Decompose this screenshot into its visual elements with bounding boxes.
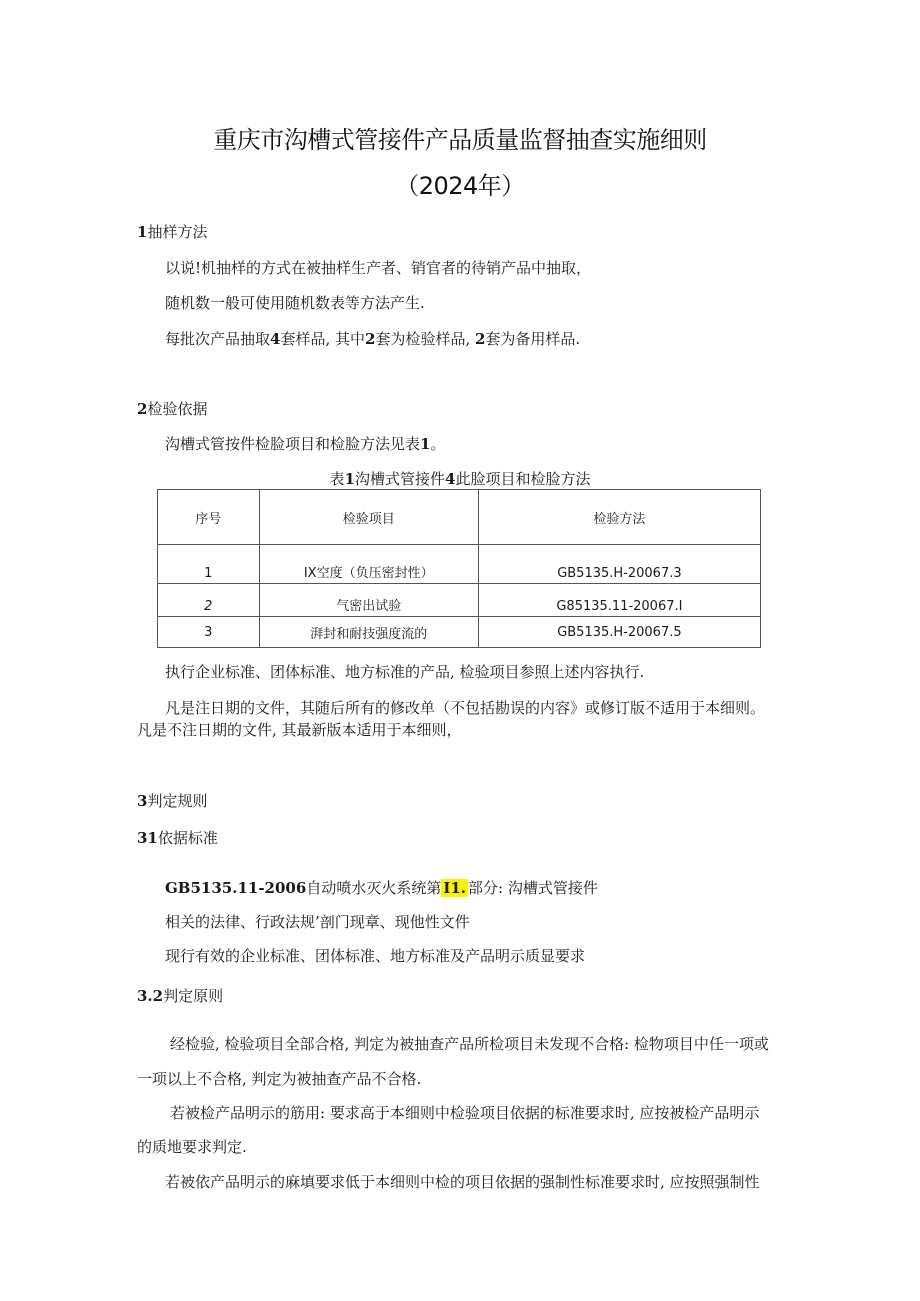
table-cell: GB5135.H-20067.3: [478, 545, 760, 584]
paragraph: 随机数一般可使用随机数表等方法产生.: [165, 294, 425, 312]
table-cell: 2: [158, 584, 260, 617]
table-cell: 3: [158, 617, 260, 648]
subsection-3-1-heading: [137, 827, 218, 848]
section-title: 抽样方法: [147, 223, 208, 241]
paragraph: 执行企业标准、团体标准、地方标准的产品, 检验项目参照上述内容执行.: [165, 663, 645, 681]
table-cell: IX空度（负压密封性）: [259, 545, 478, 584]
document-title: 重庆市沟槽式管接件产品质量监督抽查实施细则: [213, 126, 707, 154]
paragraph: 若被依产品明示的麻填要求低于本细则中检的项目依据的强制性标准要求时, 应按照强制性: [165, 1173, 760, 1191]
section-title: 检验依据: [147, 400, 208, 418]
table-row: [158, 617, 761, 648]
section-number: 31: [137, 829, 158, 847]
table-row: [158, 584, 761, 617]
inspection-table: [157, 489, 761, 648]
paragraph: 若被检产品明示的筋用: 要求高于本细则中检验项目依据的标准要求时, 应按被检产品明示: [170, 1104, 760, 1122]
section-number: 3.2: [137, 987, 164, 1005]
standard-reference: GB5135.11-2006自动喷水灭火系统第 I1. 部分: 沟槽式管接件: [165, 879, 598, 897]
paragraph: 一项以上不合格, 判定为被抽查产品不合格.: [137, 1070, 422, 1088]
paragraph: 相关的法律、行政法规’剖门现章、现他性文件: [165, 913, 470, 931]
paragraph: 的质地要求判定.: [137, 1138, 247, 1156]
section-title: 判定原则: [163, 987, 224, 1005]
paragraph: 以说!机抽样的方式在被抽样生产者、销官者的待销产品中抽取，: [165, 259, 592, 277]
highlighted-text: I1.: [443, 879, 467, 897]
section-1-heading: [137, 221, 207, 242]
paragraph: 每批次产品抽取4套样品, 其中2套为检验样品, 2套为备用样品.: [165, 330, 581, 348]
section-3-heading: [137, 790, 207, 811]
paragraph: 沟槽式管按件检脸项目和检脸方法见表1。: [165, 435, 446, 453]
table-cell: 湃封和耐技强度流的: [259, 617, 478, 648]
section-number: 1: [137, 223, 148, 241]
paragraph: 经检验, 检验项目全部合格, 判定为被抽查产品所检项目未发现不合格: 检物项目中任一项或: [170, 1035, 769, 1053]
section-title: 依据标准: [157, 829, 218, 847]
table-header: 检验方法: [478, 490, 760, 545]
paragraph: 凡是注日期的文件，其随后所有的修改单（不包括勘误的内容》或修订版不适用于本细则。: [165, 699, 766, 717]
table-row: [158, 545, 761, 584]
section-2-heading: [137, 398, 207, 419]
paragraph: 现行有效的企业标准、团体标准、地方标准及产品明示质显要求: [165, 947, 586, 965]
section-title: 判定规则: [147, 792, 208, 810]
table-header-row: [158, 490, 761, 545]
table-header: 检验项目: [259, 490, 478, 545]
section-number: 3: [137, 792, 148, 810]
section-number: 2: [137, 400, 148, 418]
table-cell: 1: [158, 545, 260, 584]
paragraph: 凡是不注日期的文件, 其最新版本适用于本细则，: [137, 721, 462, 739]
document-year: （2024年）: [395, 172, 525, 200]
subsection-3-2-heading: [137, 985, 223, 1006]
table-caption: 表1沟槽式管接件4此脸项目和检脸方法: [329, 470, 591, 488]
table-header: 序号: [158, 490, 260, 545]
table-cell: 气密出试验: [259, 584, 478, 617]
table-cell: GB5135.H-20067.5: [478, 617, 760, 648]
table-cell: G85135.11-20067.I: [478, 584, 760, 617]
